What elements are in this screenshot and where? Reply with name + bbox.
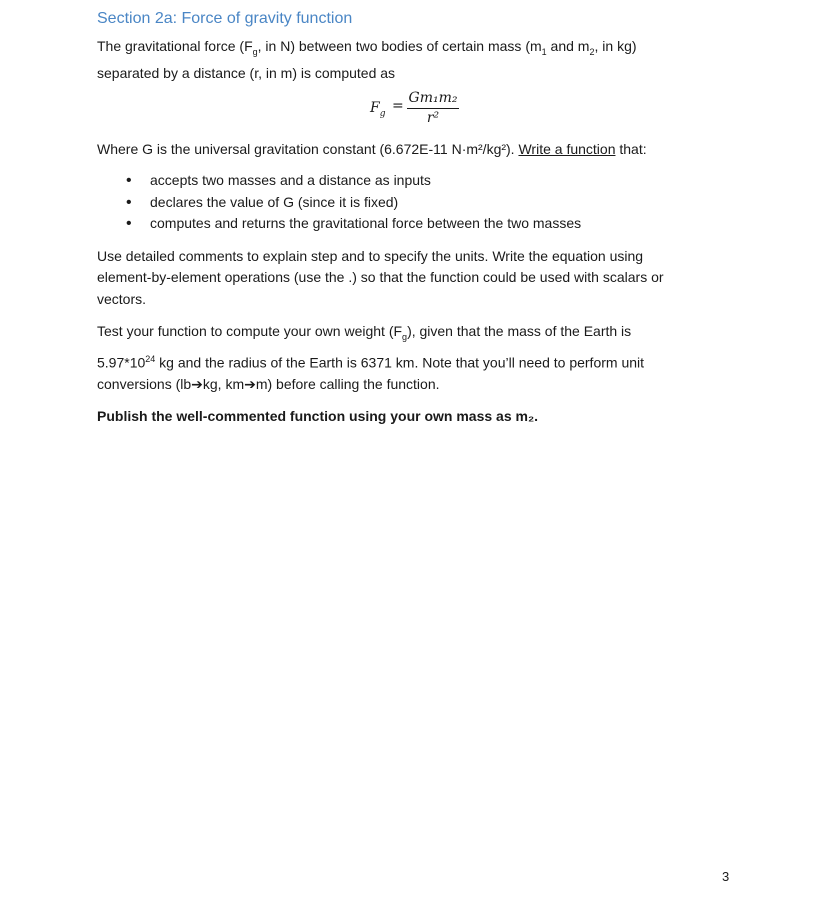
fraction-bar bbox=[407, 108, 459, 109]
write-a-function-link: Write a function bbox=[518, 140, 616, 157]
test-paragraph: Test your function to compute your own weight $(F_g)$, given that the mass of the Earth is $5.97*10^{24}$ kg and the radius of the Earth is 6371 km. Note that you’ll need to perform unit conversions (lb➔kg, km➔m) before calling the function. bbox=[97, 323, 645, 392]
where-line: Where G is the universal gravitation constant (6.672E-11 N·m²/kg²). Write a function that: bbox=[97, 140, 647, 157]
equation-equals: = bbox=[392, 97, 404, 114]
equation-denominator: r² bbox=[426, 109, 440, 126]
publish-instruction: Publish the well-commented function using your own mass as m₂. bbox=[97, 408, 539, 425]
gravity-equation bbox=[97, 87, 737, 139]
section-heading: Section 2a: Force of gravity function bbox=[97, 10, 353, 27]
requirements-list bbox=[97, 170, 737, 235]
document-page bbox=[97, 8, 737, 428]
intro-line-1: The gravitational force ($F_g$, in N) between two bodies of certain mass ($m_1$ and $m_2$, in kg) bbox=[97, 38, 637, 57]
equation-fraction bbox=[407, 89, 459, 126]
equation-lhs: $F_g$ bbox=[370, 99, 386, 119]
page-number: 3 bbox=[722, 869, 730, 884]
comments-paragraph: Use detailed comments to explain step and to specify the units. Write the equation using element-by-element operations (use the .) so that the function could be used with scalars or vectors. bbox=[97, 247, 664, 307]
list-item: • declares the value of G (since it is fixed) bbox=[150, 192, 737, 214]
intro-line-2: separated by a distance (r, in m) is computed as bbox=[97, 65, 396, 82]
equation-numerator: Gm₁m₂ bbox=[408, 89, 458, 106]
list-item: • accepts two masses and a distance as inputs bbox=[150, 170, 737, 192]
list-item: • computes and returns the gravitational force between the two masses bbox=[150, 213, 737, 235]
